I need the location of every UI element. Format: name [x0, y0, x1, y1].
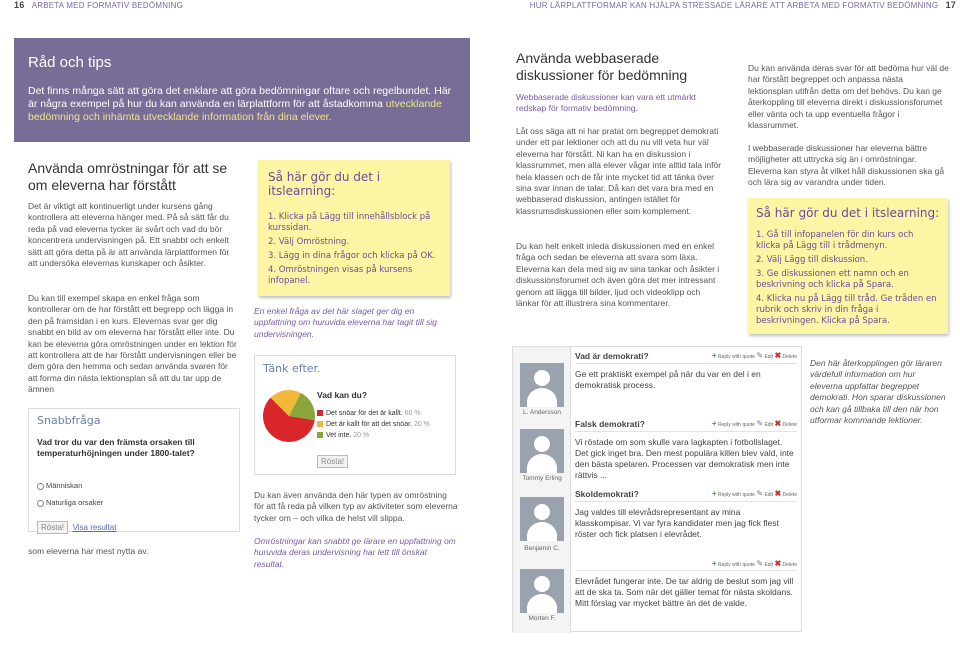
howto-discussion-step: 4. Klicka nu på Lägg till tråd. Ge tråden en rubrik och skriv in din fråga i beskrivningen. Klicka på Spara.: [756, 294, 937, 326]
think-poll-title: Tänk efter.: [263, 362, 321, 375]
quote-1: En enkel fråga av det här slaget ger dig en uppfattning om huruvida eleverna har tagit till sig undervisningen.: [254, 306, 437, 339]
think-poll-question: Vad kan du?: [317, 390, 368, 400]
quick-poll-question: Vad tror du var den främsta orsaken till temperaturhöjningen under 1800-talet?: [37, 437, 195, 458]
radio-icon[interactable]: [37, 483, 44, 490]
think-poll-option: [317, 432, 430, 439]
post-actions: [712, 559, 797, 568]
howto-poll-step: 2. Välj Omröstning.: [268, 237, 350, 247]
post-title: Falsk demokrati?: [575, 419, 645, 429]
web-paragraph-4: I webbaserade diskussioner har eleverna bättre möjligheter att uttrycka sig än i omröstningar. Eleverna kan styra åt vilket håll diskussionen ska gå och lära sig av varandra under tiden.: [748, 143, 945, 188]
pencil-icon[interactable]: ✎: [756, 559, 764, 568]
delete-link[interactable]: Delete: [782, 422, 797, 428]
poll-paragraph-3: som eleverna har mest nytta av.: [28, 546, 149, 556]
delete-icon[interactable]: ✖: [774, 351, 782, 360]
avatar: [520, 569, 564, 613]
web-lead: Webbaserade diskussioner kan vara ett utmärkt redskap för formativ bedömning.: [516, 92, 696, 114]
howto-poll-step: 3. Lägg in dina frågor och klicka på OK.: [268, 251, 436, 261]
forum-post: [575, 351, 797, 391]
howto-discussion-step: 3. Ge diskussionen ett namn och en beskrivning och klicka på Spara.: [756, 269, 909, 290]
edit-link[interactable]: Edit: [764, 562, 774, 568]
delete-link[interactable]: Delete: [782, 354, 797, 360]
howto-poll-note: [258, 160, 450, 296]
discussion-forum: [512, 346, 802, 632]
quick-poll-option-2[interactable]: Naturliga orsaker: [37, 498, 231, 507]
option-label: Det är kallt för att det snöar.: [326, 421, 414, 428]
left-page-number: 16: [14, 0, 25, 10]
option-percent: 20 %: [353, 432, 370, 439]
right-page-header: [530, 0, 956, 10]
option-percent: 60 %: [404, 410, 421, 417]
right-page-number: 17: [945, 0, 956, 10]
delete-icon[interactable]: ✖: [774, 419, 782, 428]
option-label: Vet inte.: [326, 432, 354, 439]
option-percent: 20 %: [413, 421, 430, 428]
post-user: Benjamin C.: [524, 545, 560, 552]
reply-link[interactable]: Reply with quote: [717, 422, 755, 428]
right-page-title: HUR LÄRPLATTFORMAR KAN HJÄLPA STRESSADE LÄRARE ATT ARBETA MED FORMATIV BEDÖMNING: [529, 1, 939, 10]
post-text: Elevrådet fungerar inte. De tar aldrig de beslut som jag vill att de ska ta. Som när det gäller temat för nästa skoldans. Mitt förslag var mycket bättre än det de valde.: [575, 576, 794, 608]
poll-heading: Använda omröstningar för att se om eleverna har förstått: [28, 160, 228, 193]
legend-swatch: [317, 421, 323, 427]
howto-poll-title: Så här gör du det i itslearning:: [268, 170, 381, 198]
post-title: Skoldemokrati?: [575, 489, 639, 499]
edit-link[interactable]: Edit: [764, 354, 774, 360]
tips-text: Det finns många sätt att göra det enklare att göra bedömningar oftare och regelbundet. Här är några exempel på hur du kan använda en lärplattform för att åstadkomma utvecklande bedömning och inhämta utvecklande information från dina elever.: [28, 85, 452, 123]
howto-discussion-note: [748, 198, 948, 334]
edit-link[interactable]: Edit: [764, 492, 774, 498]
plus-icon[interactable]: +: [711, 489, 717, 498]
avatar: [520, 497, 564, 541]
post-user: L. Andersson: [523, 409, 561, 416]
reply-link[interactable]: Reply with quote: [717, 562, 755, 568]
edit-link[interactable]: Edit: [764, 422, 774, 428]
post-user: Morten F.: [528, 615, 556, 622]
think-poll-vote-button[interactable]: Rösta!: [317, 455, 348, 468]
legend-swatch: [317, 410, 323, 416]
think-poll-option: [317, 421, 430, 428]
howto-discussion-step: 1. Gå till infopanelen för din kurs och klicka på Lägg till i trådmenyn.: [756, 230, 914, 251]
web-heading: Använda webbaserade diskussioner för bedömning: [516, 50, 688, 83]
howto-discussion-step: 2. Välj Lägg till diskussion.: [756, 255, 868, 265]
think-poll-option: [317, 410, 430, 417]
avatar: [520, 429, 564, 473]
quick-poll-title: Snabbfråga: [37, 414, 101, 427]
pencil-icon[interactable]: ✎: [756, 419, 764, 428]
pencil-icon[interactable]: ✎: [756, 489, 764, 498]
tips-box: [14, 38, 470, 142]
plus-icon[interactable]: +: [711, 419, 717, 428]
howto-poll-step: 1. Klicka på Lägg till innehållsblock på kurssidan.: [268, 212, 431, 233]
post-text: Ge ett praktiskt exempel på när du var en del i en demokratisk process.: [575, 369, 761, 390]
poll-paragraph-1: Det är viktigt att kontinuerligt under kursens gång kontrollera att eleverna hänger med. På så sätt får du reda på vad eleverna tycker är svårt och vad du bör koncentrera undervisningen på. Ett snabbt och enkelt sätt att göra detta på är att använda lärplattformen för att undersöka elevernas kunskaper och åsikter.: [28, 201, 230, 269]
radio-icon[interactable]: [37, 500, 44, 507]
reply-link[interactable]: Reply with quote: [717, 354, 755, 360]
legend-swatch: [317, 432, 323, 438]
think-poll-pie: [261, 388, 317, 444]
side-note: Den här återkopplingen gör läraren värdefull information om hur eleverna uppfattar begreppet demokrati. Hon sparar diskussionen och kan gå tillbaka till den när hon utformar kommande lektioner.: [810, 358, 946, 426]
web-paragraph-1: Låt oss säga att ni har pratat om begreppet demokrati under ett par lektioner och att du nu vill veta hur väl eleverna har förstått. Ni kan ha en diskussion i klassrummet, men alla elever vågar inte alltid tala inför hela klassen och de får inte mycket tid att tänka över sina svar innan de talar. Då kan det vara bra med en webbaserad diskussion, antingen istället för klassrumsdiskussionen eller som komplement.: [516, 126, 722, 216]
quick-poll-widget: [28, 408, 240, 532]
post-title: Vad är demokrati?: [575, 351, 649, 361]
plus-icon[interactable]: +: [711, 351, 717, 360]
delete-icon[interactable]: ✖: [774, 489, 782, 498]
quote-2: Omröstningar kan snabbt ge lärare en uppfattning om huruvida deras undervisning har lett till önskat resultat.: [254, 536, 456, 569]
left-page-title: ARBETA MED FORMATIV BEDÖMNING: [31, 1, 183, 10]
howto-discussion-title: Så här gör du det i itslearning:: [756, 206, 940, 220]
avatar: [520, 363, 564, 407]
mid-paragraph: Du kan även använda den här typen av omröstning för att få reda på vilken typ av aktiviteter som eleverna tycker om – och vilka de helst vill slippa.: [254, 490, 458, 523]
post-text: Jag valdes till elevrådsrepresentant av mina klasskompisar. Vi var fyra kandidater men jag fick flest röster och fick platsen i elevrådet.: [575, 507, 779, 539]
delete-link[interactable]: Delete: [782, 562, 797, 568]
tips-title: Råd och tips: [28, 54, 112, 71]
post-user: Tommy Erling: [522, 475, 562, 482]
howto-poll-step: 4. Omröstningen visas på kursens infopanel.: [268, 265, 413, 286]
forum-post: [575, 419, 797, 481]
post-text: Vi röstade om som skulle vara lagkapten i fotbollslaget. Det gick inget bra. Den mest populära killen blev vald, inte den bästa spelaren. Processen var demokratisk men inte rättvis ...: [575, 437, 794, 480]
reply-link[interactable]: Reply with quote: [717, 492, 755, 498]
delete-icon[interactable]: ✖: [774, 559, 782, 568]
web-paragraph-2: Du kan helt enkelt inleda diskussionen med en enkel fråga och sedan be eleverna att svara som läxa. Eleverna kan dela med sig av sina tankar och åsikter i diskussionsforumet och även göra det mer intressant genom att lägga till bilder, ljud och videoklipp och länkar för att illustrera sina kommentarer.: [516, 241, 720, 309]
delete-link[interactable]: Delete: [782, 492, 797, 498]
tips-highlight: utvecklande bedömning och inhämta utvecklande information från dina elever.: [28, 98, 442, 123]
think-poll-options: [317, 410, 430, 443]
option-label: Det snöar för det är kallt.: [326, 410, 405, 417]
quick-poll-results-link[interactable]: Visa resultat: [72, 523, 117, 532]
web-paragraph-3: Du kan använda deras svar för att bedöma hur väl de har förstått begreppet och anpassa nästa lektionsplan utifrån detta om det behövs. Du kan ge återkoppling till eleverna direkt i diskussionsforumet eller vänta och ta upp eventuella frågor i klassrummet.: [748, 63, 949, 131]
post-actions: [712, 419, 797, 429]
plus-icon[interactable]: +: [711, 559, 717, 568]
forum-post: [575, 559, 797, 609]
poll-paragraph-2: Du kan till exempel skapa en enkel fråga som kontrollerar om de har förstått ett begrepp och lägga in den på framsidan i en kurs. Elevernas svar ger dig snabbt en bild av om eleverna har förstått eller inte. Du kan be eleverna göra omröstningen under en lektion för att kontrollera att de har förstått undervisningen eller be dem göra den hemma och sedan använda svaren för att forma din nästa lektionsplan så att du tar upp de ämnen: [28, 293, 237, 395]
pencil-icon[interactable]: ✎: [756, 351, 764, 360]
forum-post: [575, 489, 797, 540]
post-actions: [712, 351, 797, 361]
post-actions: [712, 489, 797, 499]
think-poll-widget: [254, 355, 456, 475]
left-page-header: [14, 0, 183, 10]
quick-poll-option-1[interactable]: Människan: [37, 481, 231, 490]
quick-poll-vote-button[interactable]: Rösta!: [37, 521, 68, 534]
